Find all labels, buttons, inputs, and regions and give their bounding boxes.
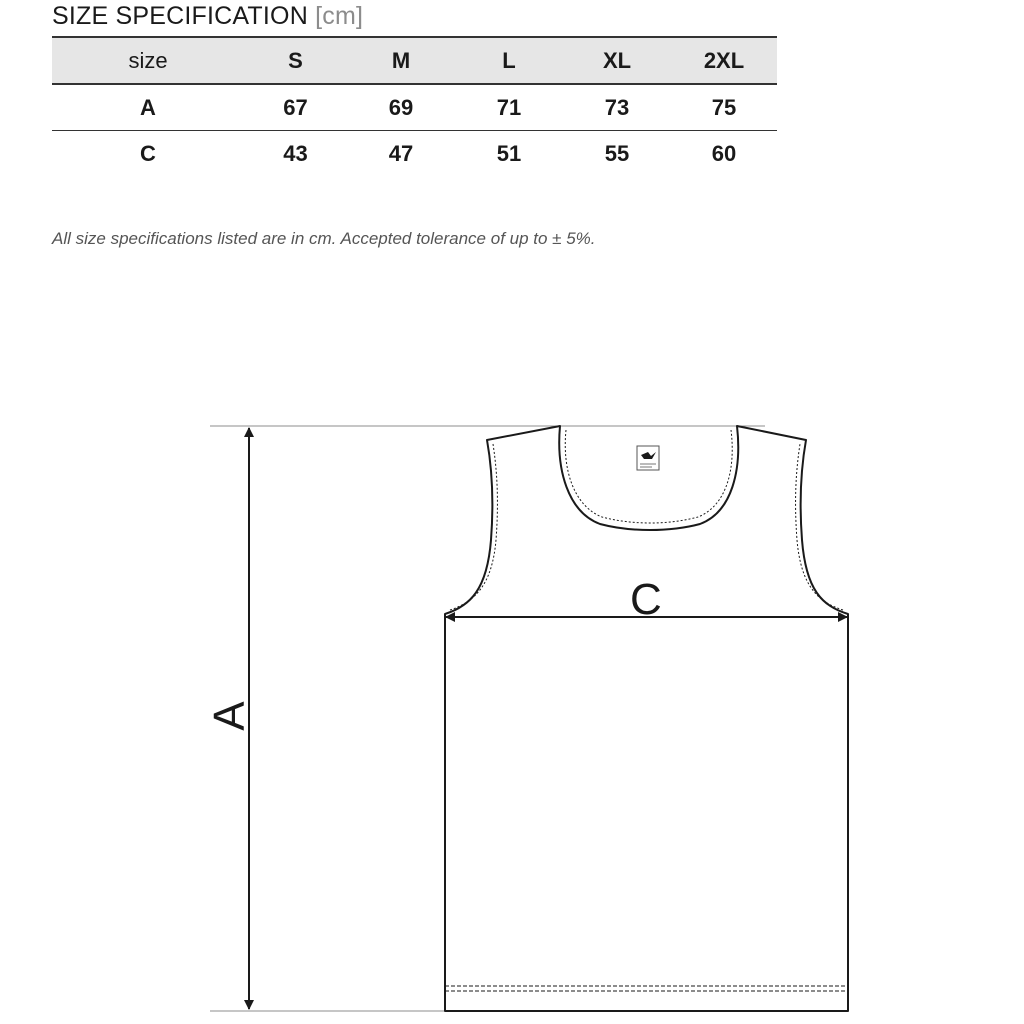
table-cell: 73 — [563, 84, 671, 131]
row-label: C — [140, 140, 156, 166]
table-cell: 69 — [347, 84, 455, 131]
tolerance-note: All size specifications listed are in cm. Accepted tolerance of up to ± 5%. — [52, 229, 596, 248]
title-unit: [cm] — [315, 2, 364, 30]
row-label: A — [52, 84, 244, 131]
column-header: S — [244, 37, 347, 84]
table-cell: 47 — [388, 140, 414, 166]
title-text: SIZE SPECIFICATION — [52, 2, 308, 30]
column-header: M — [347, 37, 455, 84]
table-cell: 71 — [455, 84, 563, 131]
column-header: L — [455, 37, 563, 84]
tank-top-outline — [445, 426, 848, 1011]
dimension-c-label: C — [630, 575, 662, 624]
column-header: 2XL — [671, 37, 777, 84]
table-cell: 43 — [283, 140, 308, 166]
column-header: size — [52, 37, 244, 84]
table-cell: 51 — [496, 140, 522, 166]
column-header: XL — [563, 37, 671, 84]
table-cell: 75 — [671, 84, 777, 131]
table-cell: 60 — [711, 140, 737, 166]
dimension-a-label: A — [205, 701, 254, 731]
table-cell: 55 — [604, 140, 630, 166]
table-cell: 67 — [244, 84, 347, 131]
bird-logo-icon — [637, 446, 659, 470]
